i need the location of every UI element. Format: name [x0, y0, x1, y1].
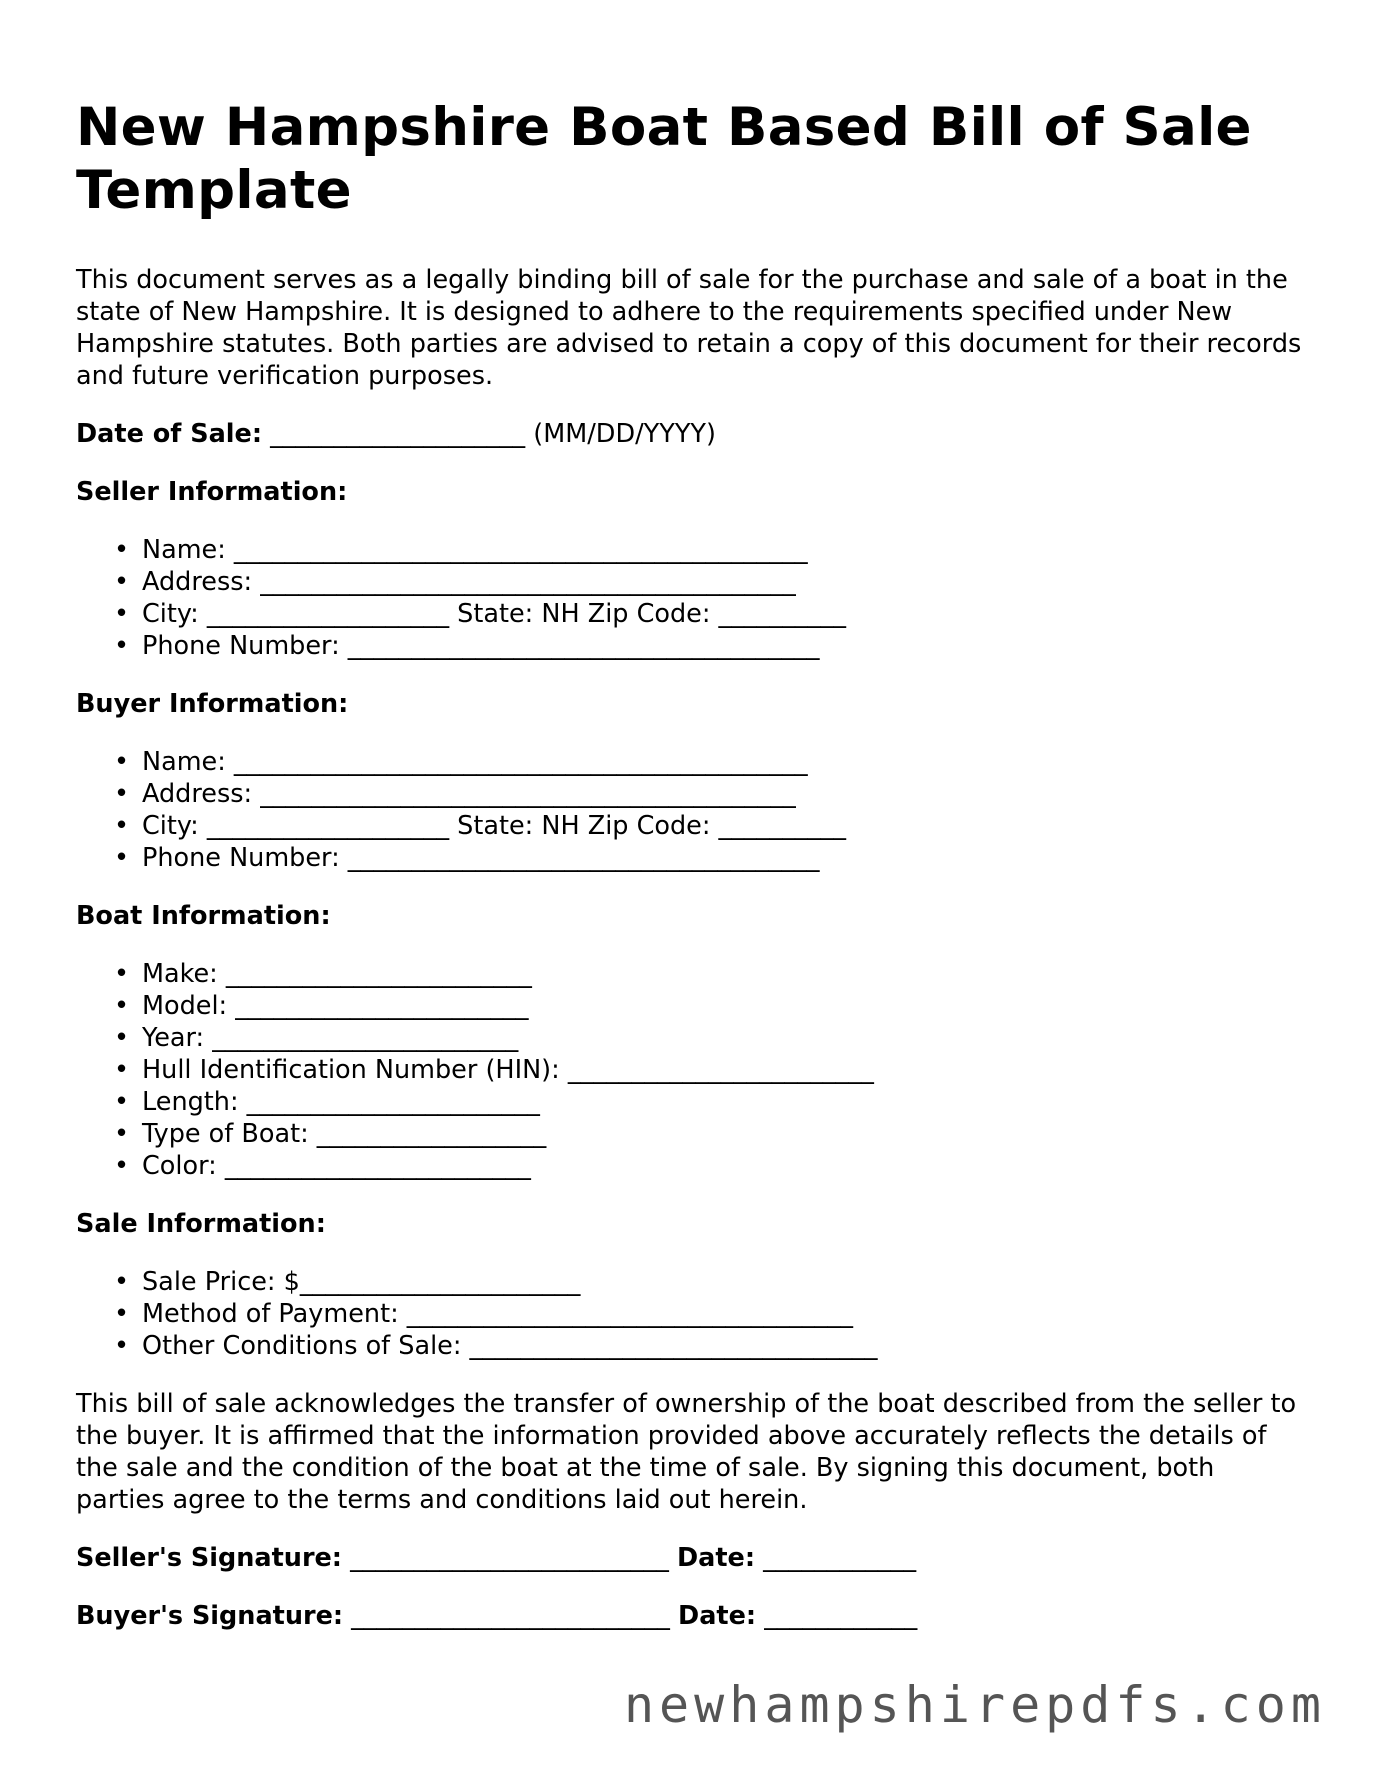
seller-phone-field: • Phone Number: _____________________________________	[142, 630, 1306, 662]
date-of-sale-label: Date of Sale:	[76, 419, 263, 449]
buyer-section-heading: Buyer Information:	[76, 689, 349, 719]
intro-paragraph: This document serves as a legally binding bill of sale for the purchase and sale of a boat in the state of New Hampshire. It is designed to adhere to the requirements specified under New Hampshire statutes. Both parties are advised to retain a copy of this document for their records and future verification purposes.	[76, 265, 1302, 391]
buyer-address-field: • Address: __________________________________________	[142, 778, 1306, 810]
boat-type-field: • Type of Boat: __________________	[142, 1118, 1306, 1150]
boat-hin-field: • Hull Identification Number (HIN): ________________________	[142, 1054, 1306, 1086]
buyer-name-field: • Name: _____________________________________________	[142, 746, 1306, 778]
boat-model-field: • Model: _______________________	[142, 990, 1306, 1022]
boat-make-field: • Make: ________________________	[142, 958, 1306, 990]
buyer-date-label: Date:	[678, 1601, 757, 1631]
payment-method-field: • Method of Payment: ___________________________________	[142, 1298, 1306, 1330]
buyer-signature-blank: _________________________	[343, 1601, 679, 1631]
date-of-sale-blank: ____________________	[262, 419, 534, 449]
seller-date-blank: ____________	[755, 1543, 917, 1573]
document-page	[76, 96, 1306, 1632]
boat-year-field: • Year: ________________________	[142, 1022, 1306, 1054]
closing-paragraph: This bill of sale acknowledges the transfer of ownership of the boat described from the seller to the buyer. It is affirmed that the information provided above accurately reflects the details of the sale and the condition of the boat at the time of sale. By signing this document, both parties agree to the terms and conditions laid out herein.	[76, 1389, 1297, 1515]
document-title: New Hampshire Boat Based Bill of Sale Template	[76, 97, 1252, 221]
seller-section-heading: Seller Information:	[76, 477, 348, 507]
buyer-signature-row	[76, 1600, 1306, 1632]
seller-signature-row	[76, 1542, 1306, 1574]
seller-signature-label: Seller's Signature:	[76, 1543, 343, 1573]
sale-section-heading: Sale Information:	[76, 1209, 326, 1239]
other-conditions-field: • Other Conditions of Sale: ________________________________	[142, 1330, 1306, 1362]
boat-length-field: • Length: _______________________	[142, 1086, 1306, 1118]
seller-city-state-zip-field: • City: ___________________ State: NH Zip Code: __________	[142, 598, 1306, 630]
seller-signature-blank: _________________________	[342, 1543, 677, 1573]
boat-fields-list	[76, 958, 1306, 1182]
buyer-date-blank: ____________	[756, 1601, 918, 1631]
seller-date-label: Date:	[676, 1543, 756, 1573]
buyer-signature-label: Buyer's Signature:	[76, 1601, 344, 1631]
sale-price-field: • Sale Price: $______________________	[142, 1266, 1306, 1298]
buyer-fields-list	[76, 746, 1306, 874]
site-watermark: newhampshirepdfs.com	[623, 1676, 1326, 1734]
seller-fields-list	[76, 534, 1306, 662]
buyer-phone-field: • Phone Number: _____________________________________	[142, 842, 1306, 874]
boat-section-heading: Boat Information:	[76, 901, 331, 931]
seller-name-field: • Name: _____________________________________________	[142, 534, 1306, 566]
boat-color-field: • Color: ________________________	[142, 1150, 1306, 1182]
seller-address-field: • Address: __________________________________________	[142, 566, 1306, 598]
buyer-city-state-zip-field: • City: ___________________ State: NH Zip Code: __________	[142, 810, 1306, 842]
date-of-sale-row	[76, 418, 1306, 450]
date-format-hint: (MM/DD/YYYY)	[533, 419, 716, 449]
sale-fields-list	[76, 1266, 1306, 1362]
